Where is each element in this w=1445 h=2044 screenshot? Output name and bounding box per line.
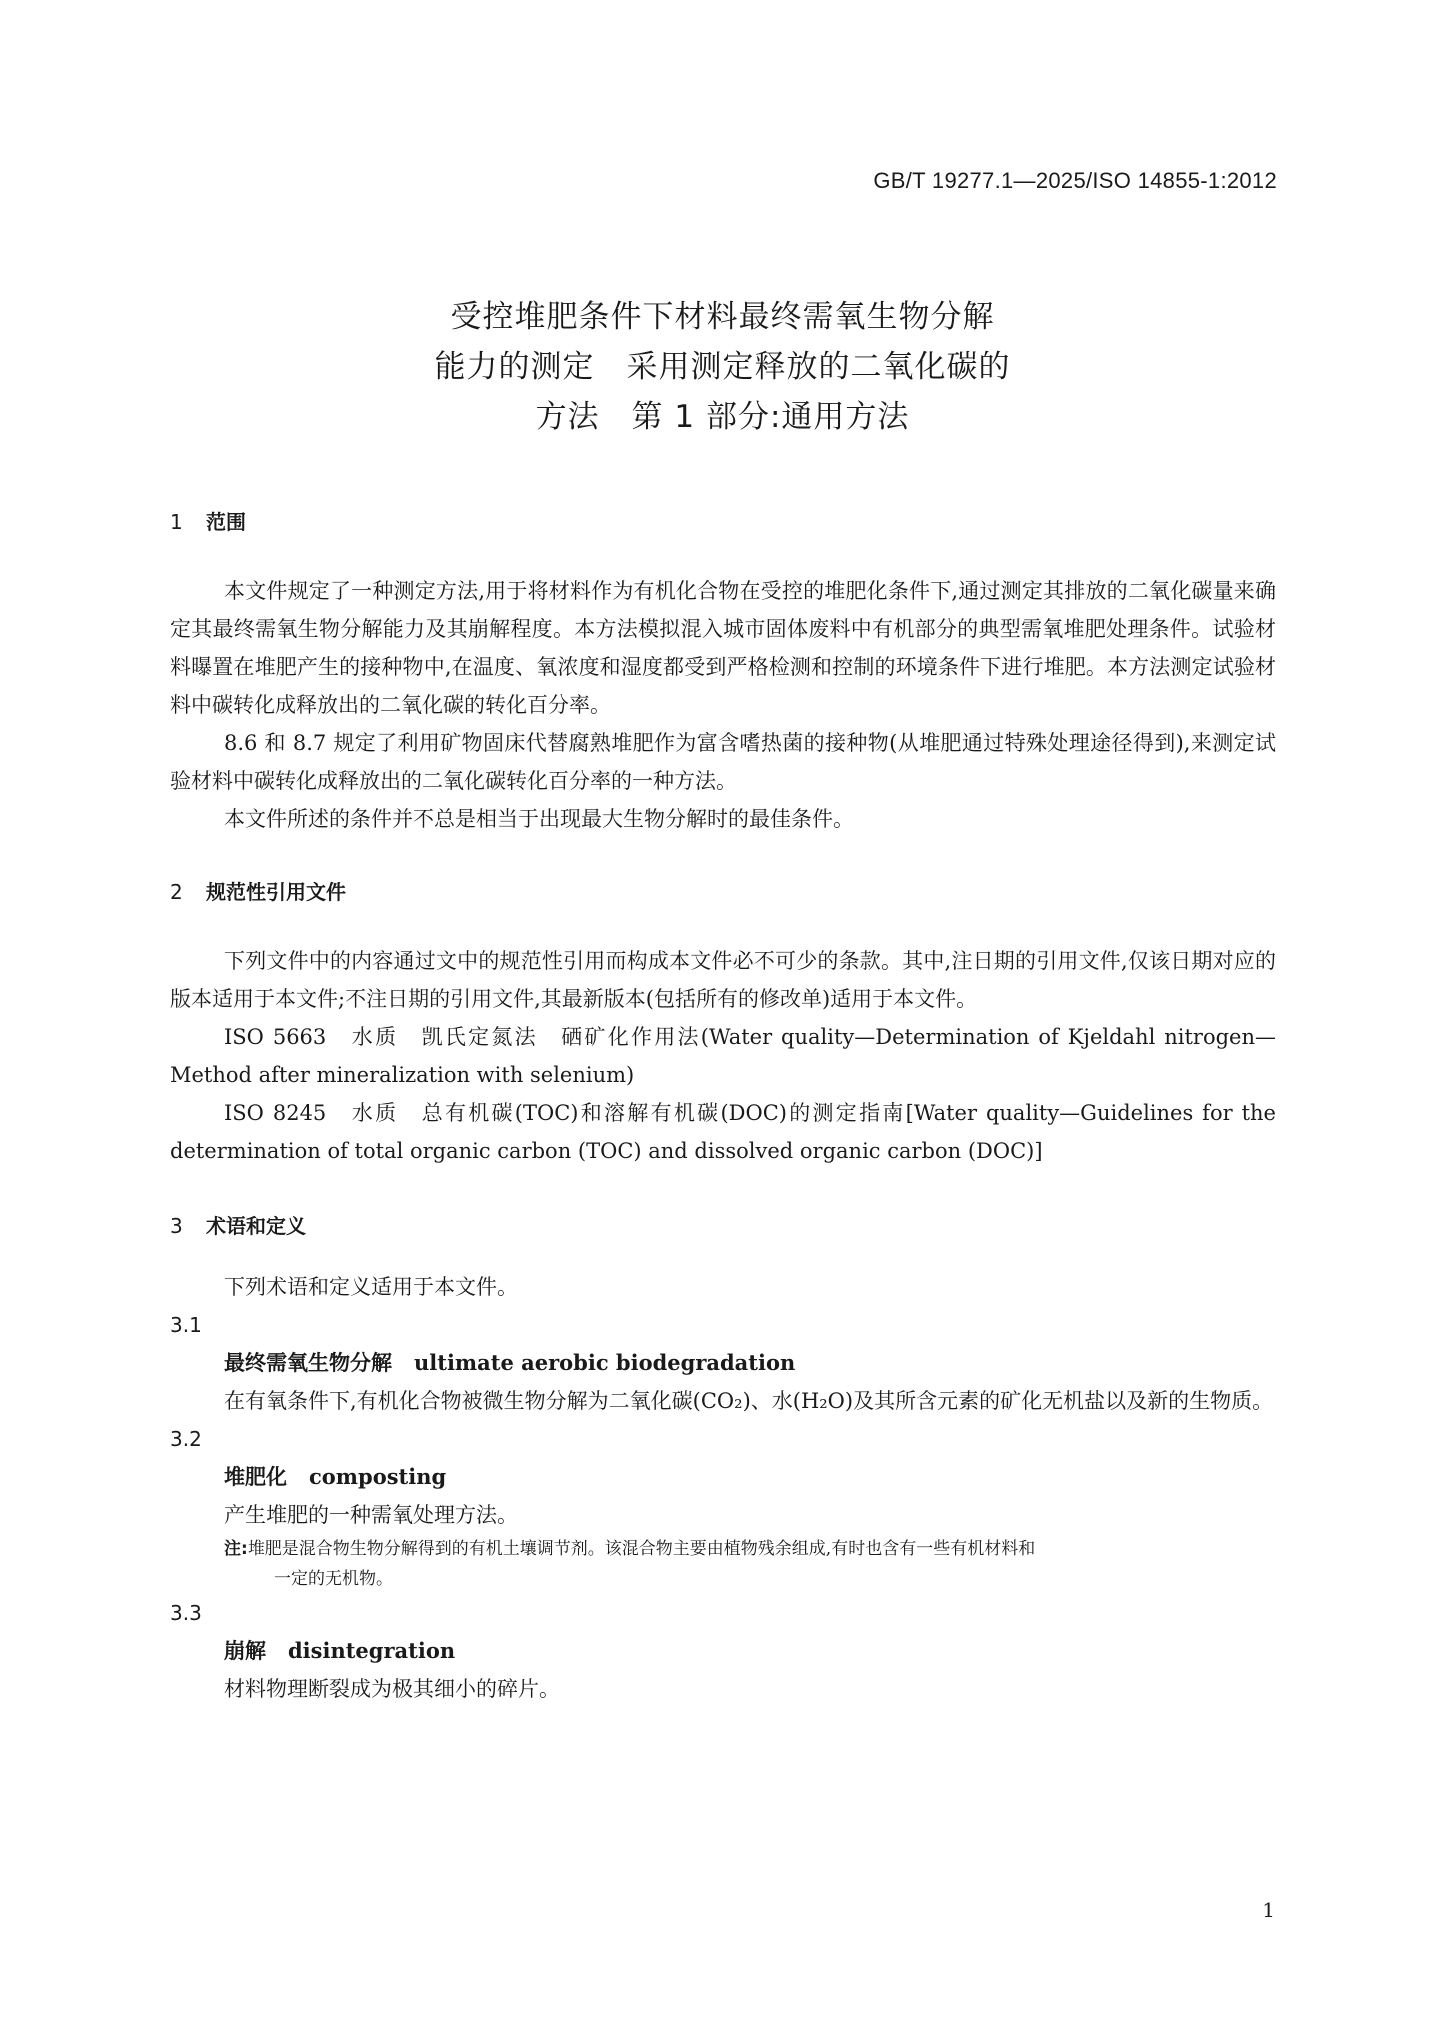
section-title: 范围 bbox=[206, 510, 246, 534]
title-line-2: 能力的测定 采用测定释放的二氧化碳的 bbox=[434, 349, 1011, 385]
scope-paragraph-1: 本文件规定了一种测定方法,用于将材料作为有机化合物在受控的堆肥化条件下,通过测定其排放的二氧化碳量来确定其最终需氧生物分解能力及其崩解程度。本方法模拟混入城市固体废料中有机部分的典型需氧堆肥处理条件。试验材料曝置在堆肥产生的接种物中,在温度、氧浓度和湿度都受到严格检测和控制的环境条件下进行堆肥。本方法测定试验材料中碳转化成释放出的二氧化碳的转化百分率。 bbox=[170, 579, 1276, 717]
scope-paragraph-2: 8.6 和 8.7 规定了利用矿物固床代替腐熟堆肥作为富含嗜热菌的接种物(从堆肥通过特殊处理途径得到),来测定试验材料中碳转化成释放出的二氧化碳转化百分率的一种方法。 bbox=[170, 731, 1276, 793]
page-number: 1 bbox=[1262, 1898, 1275, 1922]
document-body bbox=[170, 506, 1276, 1708]
term-zh: 崩解 bbox=[224, 1639, 266, 1663]
term-en: ultimate aerobic biodegradation bbox=[414, 1350, 796, 1375]
section-number: 3 bbox=[170, 1214, 183, 1238]
section-title: 术语和定义 bbox=[206, 1214, 306, 1238]
term-number: 3.1 bbox=[170, 1313, 202, 1337]
term-zh: 堆肥化 bbox=[224, 1465, 287, 1489]
term-definition: 在有氧条件下,有机化合物被微生物分解为二氧化碳(CO₂)、水(H₂O)及其所含元素的矿化无机盐以及新的生物质。 bbox=[224, 1389, 1274, 1413]
term-entry bbox=[170, 1632, 1276, 1670]
term-entry bbox=[170, 1458, 1276, 1496]
section-number: 2 bbox=[170, 880, 183, 904]
term-en: disintegration bbox=[288, 1638, 456, 1663]
section-heading-scope bbox=[170, 506, 1276, 538]
note-text-line-1: 堆肥是混合物生物分解得到的有机土壤调节剂。该混合物主要由植物残余组成,有时也含有一些有机材料和 bbox=[247, 1539, 1036, 1559]
term-number: 3.3 bbox=[170, 1601, 202, 1625]
note-label: 注: bbox=[224, 1539, 248, 1559]
standard-code: GB/T 19277.1—2025/ISO 14855-1:2012 bbox=[873, 168, 1277, 193]
section-heading-terms bbox=[170, 1210, 1276, 1242]
section-number: 1 bbox=[170, 510, 183, 534]
term-note bbox=[170, 1534, 1276, 1594]
term-entry bbox=[170, 1344, 1276, 1382]
term-zh: 最终需氧生物分解 bbox=[224, 1351, 392, 1375]
term-number: 3.2 bbox=[170, 1427, 202, 1451]
section-heading-normative-references bbox=[170, 876, 1276, 908]
terms-intro: 下列术语和定义适用于本文件。 bbox=[224, 1275, 518, 1299]
reference-iso-5663: ISO 5663 水质 凯氏定氮法 硒矿化作用法(Water quality—Determination of Kjeldahl nitrogen—Method after mineralization with selenium) bbox=[170, 1025, 1276, 1087]
title-line-3: 方法 第 1 部分:通用方法 bbox=[535, 399, 910, 435]
note-text-line-2: 一定的无机物。 bbox=[274, 1569, 393, 1589]
reference-iso-8245: ISO 8245 水质 总有机碳(TOC)和溶解有机碳(DOC)的测定指南[Water quality—Guidelines for the determination of total organic carbon (TOC) and dissolved organic carbon (DOC)] bbox=[170, 1101, 1276, 1163]
title-line-1: 受控堆肥条件下材料最终需氧生物分解 bbox=[450, 299, 995, 335]
term-definition: 材料物理断裂成为极其细小的碎片。 bbox=[224, 1677, 560, 1701]
section-title: 规范性引用文件 bbox=[206, 880, 346, 904]
term-en: composting bbox=[309, 1464, 447, 1489]
term-definition: 产生堆肥的一种需氧处理方法。 bbox=[224, 1503, 518, 1527]
scope-paragraph-3: 本文件所述的条件并不总是相当于出现最大生物分解时的最佳条件。 bbox=[224, 807, 854, 831]
document-title bbox=[0, 292, 1445, 442]
references-intro: 下列文件中的内容通过文中的规范性引用而构成本文件必不可少的条款。其中,注日期的引用文件,仅该日期对应的版本适用于本文件;不注日期的引用文件,其最新版本(包括所有的修改单)适用于本文件。 bbox=[170, 949, 1276, 1011]
